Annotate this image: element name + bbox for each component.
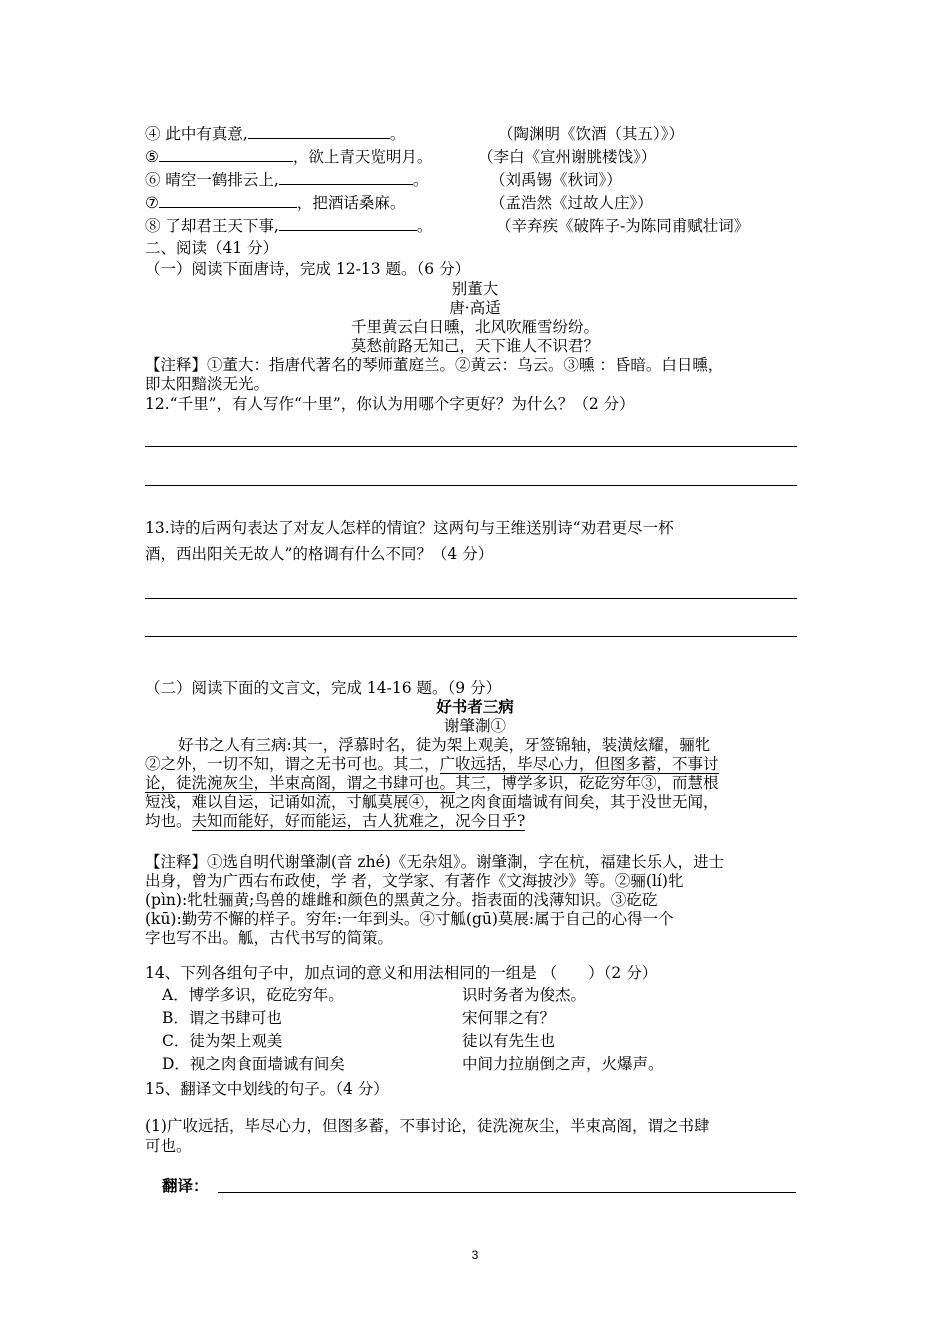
essay-line xyxy=(145,811,525,831)
page-number: 3 xyxy=(471,1248,479,1262)
fill-blank[interactable] xyxy=(279,216,417,231)
essay-note: 出身，曾为广西右布政使，学 者，文学家、有著作《文海披沙》等。②骊(lí)牝 xyxy=(145,872,684,890)
option-b-left[interactable]: B．谓之书肆可也 xyxy=(162,1009,282,1027)
fill-suffix: ，欲上青天览明月。 xyxy=(292,148,433,166)
option-d-left[interactable]: D．视之肉食面墙诚有间矣 xyxy=(162,1055,345,1073)
question-15: 15、翻译文中划线的句子。（4 分） xyxy=(145,1080,389,1098)
fill-line-8 xyxy=(145,216,432,236)
option-a-right: 识时务者为俊杰。 xyxy=(462,986,587,1004)
fill-prompt: ⑤ xyxy=(145,148,159,166)
answer-line[interactable] xyxy=(145,636,797,637)
essay-text: 其三，博学多识，矻矻穷年③，而慧根 xyxy=(455,774,719,792)
essay-line xyxy=(145,773,719,793)
fill-suffix: ，把酒话桑麻。 xyxy=(296,194,406,212)
underlined-sentence: 论，徒洗涴灰尘，半束高阁，谓之书肆可也。 xyxy=(145,774,456,792)
poem-note: 【注释】①董大：指唐代著名的琴师董庭兰。②黄云：乌云。③曛 ：昏暗。白日曛， xyxy=(145,356,724,374)
poem-author: 唐·高适 xyxy=(449,299,501,317)
poem-line-1: 千里黄云白日曛，北风吹雁雪纷纷。 xyxy=(350,318,599,336)
essay-note: (pìn):牝牡骊黄;鸟兽的雄雌和颜色的黑黄之分。指表面的浅薄知识。③矻矻 xyxy=(145,891,658,909)
fill-source: （李白《宣州谢朓楼饯》） xyxy=(478,148,657,166)
question-12: 12.“千里”，有人写作“十里”，你认为用哪个字更好？为什么？（2 分） xyxy=(145,395,635,413)
essay-note: 字也写不出。觚，古代书写的简策。 xyxy=(145,929,394,947)
fill-blank[interactable] xyxy=(248,124,390,139)
fill-source: （孟浩然《过故人庄》） xyxy=(490,194,653,212)
question-13: 酒，西出阳关无故人”的格调有什么不同？（4 分） xyxy=(145,545,494,563)
fill-line-6 xyxy=(145,170,428,190)
essay-title: 好书者三病 xyxy=(436,697,514,716)
essay-text: 均也。 xyxy=(145,812,192,830)
option-c-left[interactable]: C．徒为架上观美 xyxy=(162,1032,283,1050)
fill-suffix: 。 xyxy=(416,217,433,235)
essay-text: ②之外，一切不知，谓之无书可也。其二， xyxy=(145,755,440,773)
translate-answer-line[interactable] xyxy=(218,1192,796,1193)
answer-line[interactable] xyxy=(145,598,797,599)
essay-line: 短浅，难以自运，记诵如流，寸觚莫展④，视之肉食面墙诚有间矣，其于没世无闻， xyxy=(145,793,719,811)
translate-label: 翻译： xyxy=(162,1176,209,1195)
fill-prompt: ⑦ xyxy=(145,194,159,212)
essay-line xyxy=(145,754,719,774)
essay-note: 【注释】①选自明代谢肇淛(音 zhé)《无杂俎》。谢肇淛，字在杭，福建长乐人，进士 xyxy=(145,853,725,871)
fill-suffix: 。 xyxy=(389,125,406,143)
essay-line: 好书之人有三病:其一，浮慕时名，徒为架上观美，牙签锦轴，装潢炫耀，骊牝 xyxy=(178,736,711,754)
translate-sentence: 可也。 xyxy=(145,1137,192,1155)
fill-prompt: ⑥ 晴空一鹤排云上, xyxy=(145,171,279,189)
fill-source: （辛弃疾《破阵子-为陈同甫赋壮词》 xyxy=(496,217,750,235)
fill-source: （陶渊明《饮酒（其五）》） xyxy=(498,125,685,143)
answer-line[interactable] xyxy=(145,446,797,447)
question-14: 14、下列各组句子中，加点词的意义和用法相同的一组是 （ ）（2 分） xyxy=(145,964,658,982)
fill-prompt: ④ 此中有真意, xyxy=(145,125,248,143)
fill-blank[interactable] xyxy=(279,170,413,185)
option-a-left[interactable]: A．博学多识，矻矻穷年。 xyxy=(162,986,344,1004)
question-13: 13.诗的后两句表达了对友人怎样的情谊？这两句与王维送别诗“劝君更尽一杯 xyxy=(145,519,674,537)
underlined-sentence: 夫知而能好，好而能运，古人犹难之，况今日乎? xyxy=(191,812,526,830)
essay-note: (kū):勤劳不懈的样子。穷年:一年到头。④寸觚(gū)莫展:属于自己的心得一个 xyxy=(145,910,674,928)
fill-suffix: 。 xyxy=(412,171,429,189)
fill-source: （刘禹锡《秋词》） xyxy=(490,171,622,189)
poem-title: 别董大 xyxy=(451,280,499,298)
part2-intro: （二）阅读下面的文言文，完成 14-16 题。（9 分） xyxy=(145,679,502,697)
answer-line[interactable] xyxy=(145,485,797,486)
option-c-right: 徒以有先生也 xyxy=(462,1032,556,1050)
option-d-right: 中间力拉崩倒之声，火爆声。 xyxy=(462,1055,664,1073)
underlined-sentence: 广收远括，毕尽心力，但图多蓄，不事讨 xyxy=(439,755,719,773)
poem-note: 即太阳黯淡无光。 xyxy=(145,375,270,393)
fill-blank[interactable] xyxy=(159,147,293,162)
essay-author: 谢肇淛① xyxy=(443,717,506,735)
section-heading: 二、阅读（41 分） xyxy=(145,239,279,257)
fill-line-4 xyxy=(145,124,405,144)
fill-line-7 xyxy=(145,193,405,213)
option-b-right: 宋何罪之有？ xyxy=(462,1009,556,1027)
fill-prompt: ⑧ 了却君王天下事, xyxy=(145,217,279,235)
poem-line-2: 莫愁前路无知己，天下谁人不识君？ xyxy=(350,337,599,355)
fill-blank[interactable] xyxy=(159,193,297,208)
part1-intro: （一）阅读下面唐诗，完成 12-13 题。（6 分） xyxy=(145,260,471,278)
translate-sentence: (1)广收远括，毕尽心力，但图多蓄，不事讨论，徒洗涴灰尘，半束高阁，谓之书肆 xyxy=(145,1117,710,1135)
fill-line-5 xyxy=(145,147,432,167)
